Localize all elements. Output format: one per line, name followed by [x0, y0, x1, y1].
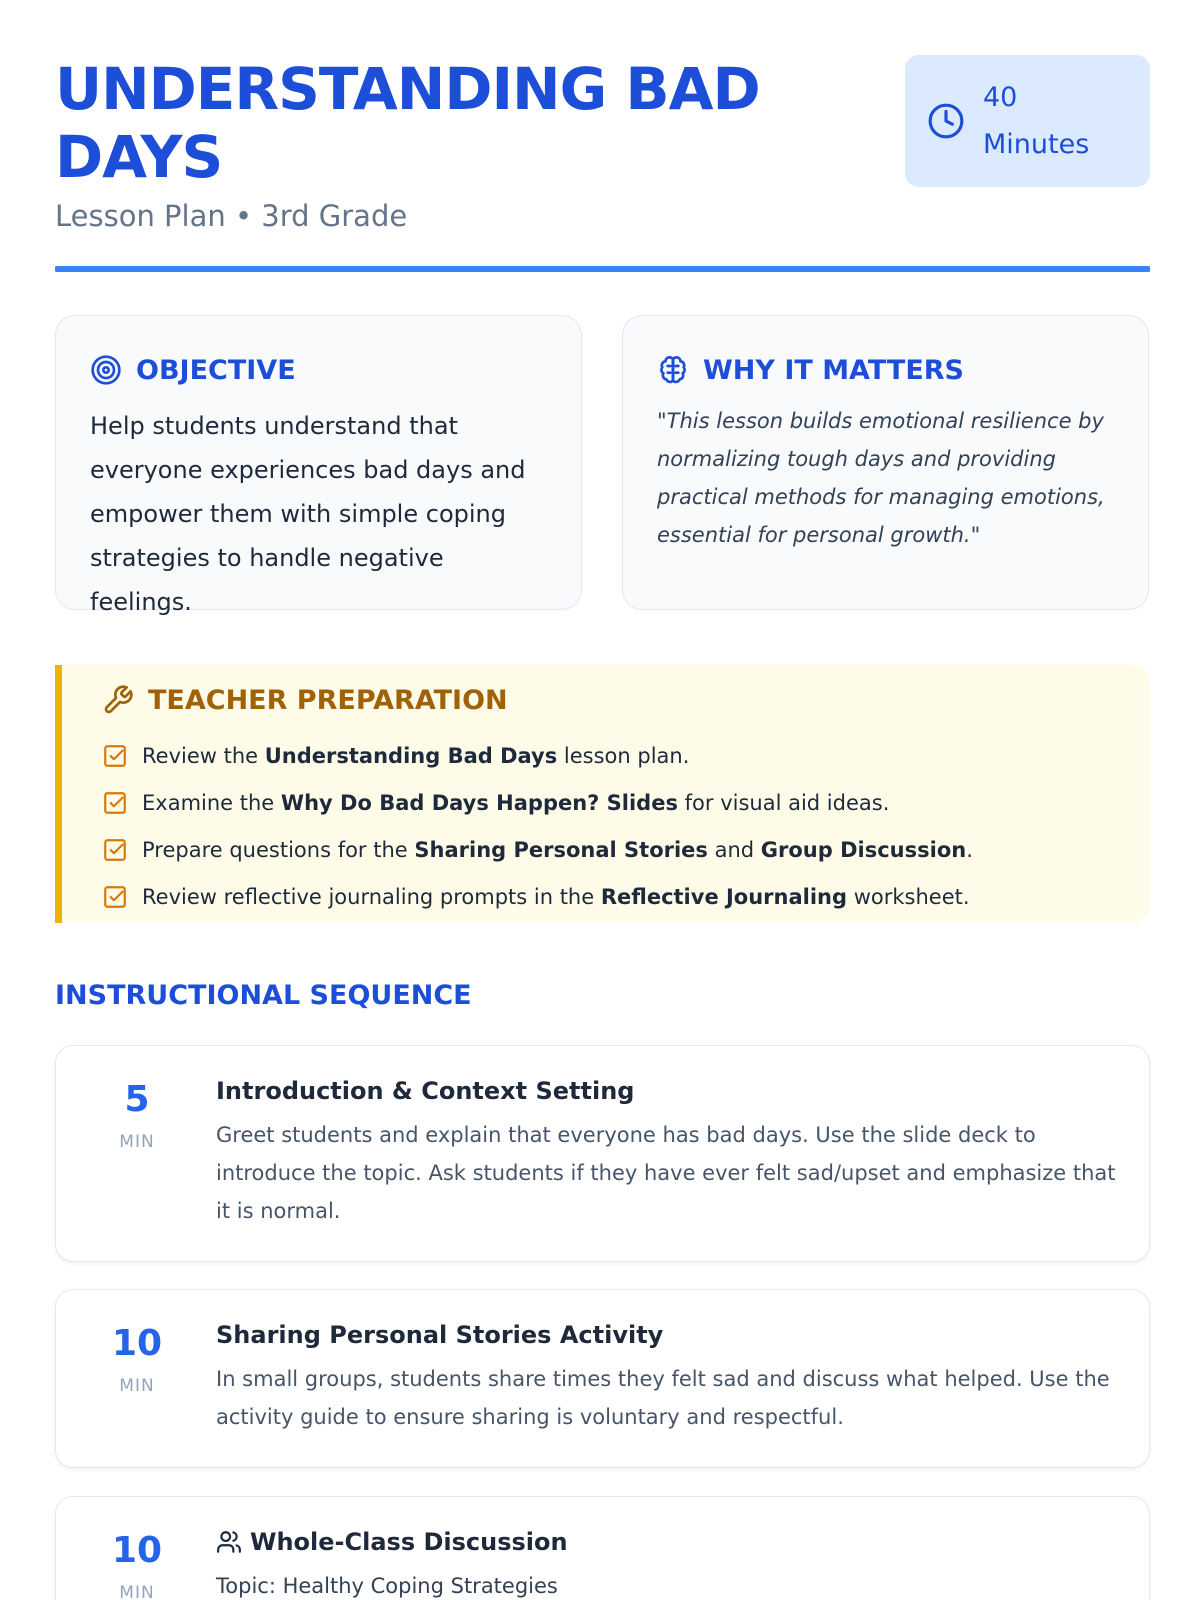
prep-item-text: Examine the Why Do Bad Days Happen? Slides for visual aid ideas.: [142, 790, 890, 815]
checkbox-icon: [102, 790, 128, 816]
prep-checklist: [102, 732, 1150, 920]
brain-icon: [657, 354, 689, 386]
step-duration: [56, 1527, 218, 1600]
step-title: Whole-Class Discussion: [216, 1525, 1119, 1559]
step-description: In small groups, students share times they felt sad and discuss what helped. Use the activity guide to ensure sharing is voluntary and respectful.: [216, 1367, 1110, 1429]
step-title: Sharing Personal Stories Activity: [216, 1321, 664, 1349]
step-content: [216, 1074, 1119, 1230]
objective-title: OBJECTIVE: [136, 354, 296, 386]
clock-icon: [927, 102, 965, 140]
step-duration: [56, 1320, 218, 1396]
step-title: Introduction & Context Setting: [216, 1077, 635, 1105]
step-minutes: 5: [124, 1079, 150, 1120]
duration-badge: [905, 55, 1150, 187]
step-duration: [56, 1076, 218, 1152]
prep-item: [102, 826, 1150, 873]
prep-item: [102, 732, 1150, 779]
checkbox-icon: [102, 884, 128, 910]
prep-header: [102, 680, 1150, 720]
step-minutes: 10: [111, 1530, 163, 1571]
prep-item-text: Prepare questions for the Sharing Personal Stories and Group Discussion.: [142, 837, 973, 862]
prep-item: [102, 779, 1150, 826]
checkbox-icon: [102, 743, 128, 769]
why-title: WHY IT MATTERS: [703, 354, 964, 386]
duration-unit: Minutes: [983, 129, 1090, 160]
duration-text: [983, 74, 1113, 168]
step-minutes: 10: [111, 1323, 163, 1364]
duration-value: 40: [983, 82, 1018, 113]
step-description: Greet students and explain that everyone has bad days. Use the slide deck to introduce the topic. Ask students if they have ever felt sad/upset and emphasize that it is normal.: [216, 1123, 1116, 1223]
prep-item: [102, 873, 1150, 920]
why-it-matters-card: [622, 315, 1149, 610]
why-header: [657, 350, 1114, 390]
objective-card: [55, 315, 582, 616]
prep-item-text: Review reflective journaling prompts in the Reflective Journaling worksheet.: [142, 884, 970, 909]
sequence-step: [55, 1045, 1150, 1262]
users-icon: [216, 1529, 242, 1555]
wrench-icon: [102, 684, 134, 716]
step-content: [216, 1525, 1119, 1600]
page-header: [55, 55, 1150, 233]
step-description: Topic: Healthy Coping Strategies: [216, 1574, 558, 1598]
sequence-step: [55, 1496, 1150, 1600]
step-unit: MIN: [119, 1132, 155, 1152]
target-icon: [90, 354, 122, 386]
sequence-step: [55, 1289, 1150, 1468]
objective-text: Help students understand that everyone experiences bad days and empower them with simple coping strategies to handle negative feelings.: [90, 412, 526, 616]
step-unit: MIN: [119, 1376, 155, 1396]
prep-title: TEACHER PREPARATION: [148, 684, 508, 716]
step-unit: MIN: [119, 1583, 155, 1600]
instructional-sequence-title: INSTRUCTIONAL SEQUENCE: [55, 980, 472, 1011]
objective-header: [90, 350, 547, 390]
header-divider: [55, 266, 1150, 272]
step-content: [216, 1318, 1119, 1436]
page-subtitle: Lesson Plan • 3rd Grade: [55, 199, 408, 233]
page-title: UNDERSTANDING BAD DAYS: [55, 55, 760, 191]
teacher-preparation-panel: [55, 665, 1150, 923]
prep-item-text: Review the Understanding Bad Days lesson plan.: [142, 743, 690, 768]
checkbox-icon: [102, 837, 128, 863]
why-quote: "This lesson builds emotional resilience by normalizing tough days and providing practical methods for managing emotions, essential for personal growth.": [657, 409, 1105, 547]
